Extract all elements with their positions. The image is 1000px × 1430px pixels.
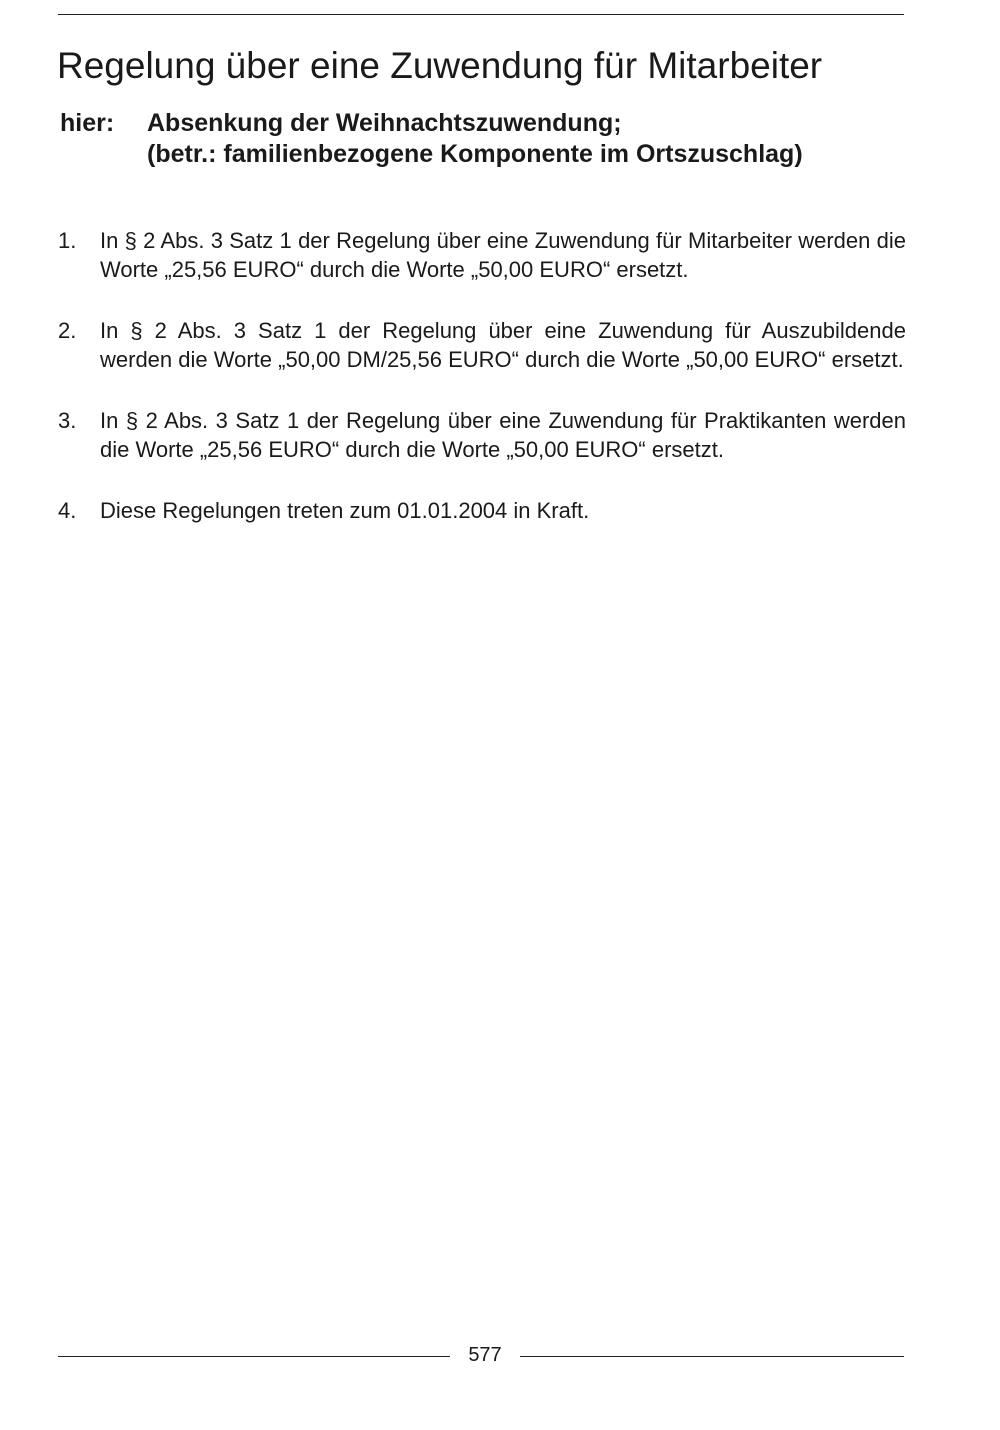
document-title: Regelung über eine Zuwendung für Mitarbeiter (57, 45, 823, 86)
footer-rule-left (58, 1356, 450, 1357)
subject-lines (147, 108, 803, 170)
item-text: In § 2 Abs. 3 Satz 1 der Regelung über eine Zuwendung für Praktikanten werden die Worte „25,56 EURO“ durch die Worte „50,00 EURO“ ersetzt. (100, 408, 906, 462)
subject-line-2: (betr.: familienbezogene Komponente im Ortszuschlag) (147, 140, 803, 168)
item-text: In § 2 Abs. 3 Satz 1 der Regelung über eine Zuwendung für Mitarbeiter werden die Worte „25,56 EURO“ durch die Worte „50,00 EURO“ ersetzt. (100, 228, 906, 282)
item-text: Diese Regelungen treten zum 01.01.2004 in Kraft. (100, 498, 590, 523)
item-number: 4. (58, 498, 77, 523)
regulation-list (58, 226, 906, 525)
footer-rule-right (520, 1356, 904, 1357)
top-rule (58, 14, 904, 15)
list-item (58, 496, 906, 525)
page-number: 577 (468, 1344, 502, 1366)
list-item (58, 226, 906, 284)
subject-label: hier: (60, 109, 115, 137)
item-number: 3. (58, 408, 77, 433)
list-item (58, 406, 906, 464)
list-item (58, 316, 906, 374)
item-text: In § 2 Abs. 3 Satz 1 der Regelung über eine Zuwendung für Auszubildende werden die Worte „50,00 DM/25,56 EURO“ durch die Worte „50,00 EURO“ ersetzt. (100, 318, 906, 372)
item-number: 2. (58, 318, 77, 343)
item-number: 1. (58, 228, 77, 253)
subject-line-1: Absenkung der Weihnachtszuwendung; (147, 109, 622, 137)
